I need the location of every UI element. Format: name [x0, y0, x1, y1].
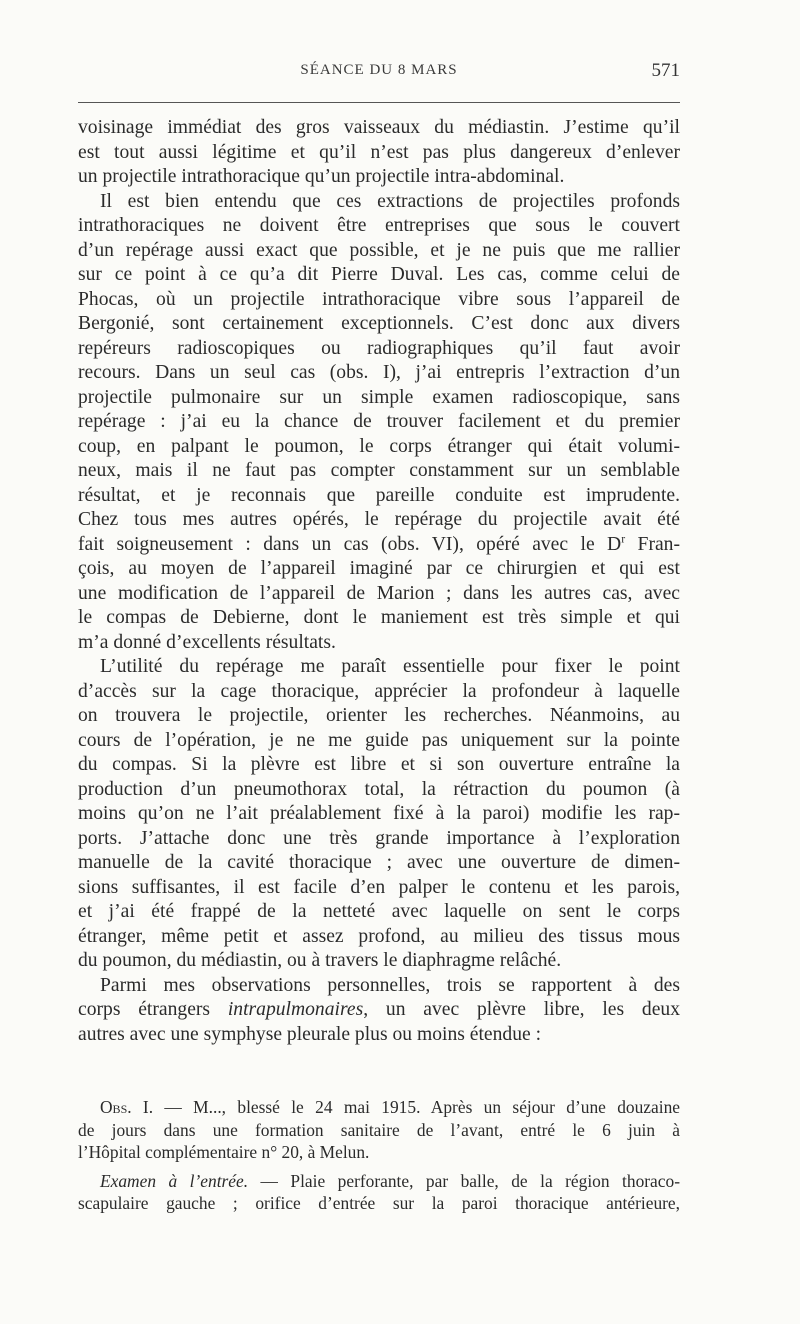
text-line: de jours dans une formation sanitaire de l’avant, entré le 6 juin à: [78, 1119, 680, 1140]
text-line: du poumon, du médiastin, ou à travers le diaphragme relâché.: [78, 950, 562, 971]
text-line: scapulaire gauche ; orifice d’entrée sur la paroi thoracique antérieure,: [78, 1193, 680, 1214]
text-line: repérage : j’ai eu la chance de trouver facilement et du premier: [78, 411, 680, 432]
text-line: repéreurs radioscopiques ou radiographiques qu’il faut avoir: [78, 337, 680, 359]
page-number: 571: [651, 60, 680, 81]
text-line: Phocas, où un projectile intrathoracique vibre sous l’appareil de: [78, 288, 680, 310]
text-line: autres avec une symphyse pleurale plus ou moins étendue :: [78, 1023, 542, 1045]
text-run: fait soigneusement : dans un cas (obs. VI), opéré avec le D: [78, 533, 622, 555]
text-line: [78, 533, 680, 558]
text-line: une modification de l’appareil de Marion ; dans les autres cas, avec: [78, 582, 680, 604]
observation-label: Obs. I.: [100, 1097, 154, 1117]
text-line: neux, mais il ne faut pas compter constamment sur un semblable: [78, 460, 680, 481]
text-line: L’utilité du repérage me paraît essentielle pour fixer le point: [100, 656, 680, 677]
text-run: — M..., blessé le 24 mai 1915. Après un séjour d’une douzaine: [153, 1097, 680, 1117]
running-head: SÉANCE DU 8 MARS: [300, 62, 458, 78]
text-line: ports. J’attache donc une très grande importance à l’exploration: [78, 827, 680, 849]
text-line: l’Hôpital complémentaire n° 20, à Melun.: [78, 1142, 370, 1163]
text-line: du compas. Si la plèvre est libre et si son ouverture entraîne la: [78, 754, 680, 775]
section-label: Examen à l’entrée.: [100, 1170, 249, 1191]
text-run: , un avec plèvre libre, les deux: [363, 999, 680, 1020]
text-line: projectile pulmonaire sur un simple examen radioscopique, sans: [78, 386, 680, 408]
text-line: on trouvera le projectile, orienter les recherches. Néanmoins, au: [78, 705, 680, 726]
text-line: et j’ai été frappé de la netteté avec laquelle on sent le corps: [78, 901, 680, 922]
text-line: Parmi mes observations personnelles, trois se rapportent à des: [100, 974, 680, 996]
text-line: voisinage immédiat des gros vaisseaux du médiastin. J’estime qu’il: [78, 117, 680, 138]
text-line: moins qu’on ne l’ait préalablement fixé à la paroi) modifie les rap-: [78, 803, 680, 824]
text-run: — Plaie perforante, par balle, de la région thoraco-: [248, 1170, 680, 1191]
text-line: m’a donné d’excellents résultats.: [78, 631, 336, 653]
text-line: le compas de Debierne, dont le maniement est très simple et qui: [78, 607, 680, 628]
text-line: intrathoraciques ne doivent être entreprises que sous le couvert: [78, 215, 680, 236]
text-line: d’accès sur la cage thoracique, apprécier la profondeur à laquelle: [78, 680, 680, 702]
body-text: [78, 116, 680, 1047]
text-line: [78, 1096, 680, 1119]
text-line: [78, 998, 680, 1023]
text-line: d’un repérage aussi exact que possible, et je ne puis que me rallier: [78, 239, 680, 261]
text-line: est tout aussi légitime et qu’il n’est pas plus dangereux d’enlever: [78, 141, 680, 163]
text-line: [78, 1170, 680, 1193]
text-line: Il est bien entendu que ces extractions de projectiles profonds: [100, 190, 680, 212]
text-line: résultat, et je reconnais que pareille conduite est imprudente.: [78, 484, 680, 506]
text-line: cours de l’opération, je ne me guide pas uniquement sur la pointe: [78, 729, 680, 751]
text-line: coup, en palpant le poumon, le corps étranger qui était volumi-: [78, 435, 680, 457]
text-line: çois, au moyen de l’appareil imaginé par ce chirurgien et qui est: [78, 558, 680, 579]
observation-text: [78, 1096, 680, 1215]
text-line: production d’un pneumothorax total, la rétraction du poumon (à: [78, 778, 680, 800]
italic-term: intrapulmonaires: [227, 999, 364, 1020]
text-line: recours. Dans un seul cas (obs. I), j’ai entrepris l’extraction d’un: [78, 362, 680, 383]
text-run: corps étrangers: [78, 999, 228, 1020]
text-line: Chez tous mes autres opérés, le repérage du projectile avait été: [78, 509, 680, 530]
text-line: manuelle de la cavité thoracique ; avec une ouverture de dimen-: [78, 852, 680, 873]
text-run: Fran-: [625, 533, 680, 555]
text-line: sur ce point à ce qu’a dit Pierre Duval. Les cas, comme celui de: [78, 264, 680, 285]
text-line: étranger, même petit et assez profond, au milieu des tissus mous: [78, 925, 680, 947]
text-line: sions suffisantes, il est facile d’en palper le contenu et les parois,: [78, 876, 680, 898]
text-line: Bergonié, sont certainement exceptionnels. C’est donc aux divers: [78, 313, 680, 334]
page-header: [78, 62, 680, 86]
superscript: r: [621, 531, 626, 545]
header-rule: [78, 102, 680, 103]
text-line: un projectile intrathoracique qu’un projectile intra-abdominal.: [78, 166, 565, 187]
